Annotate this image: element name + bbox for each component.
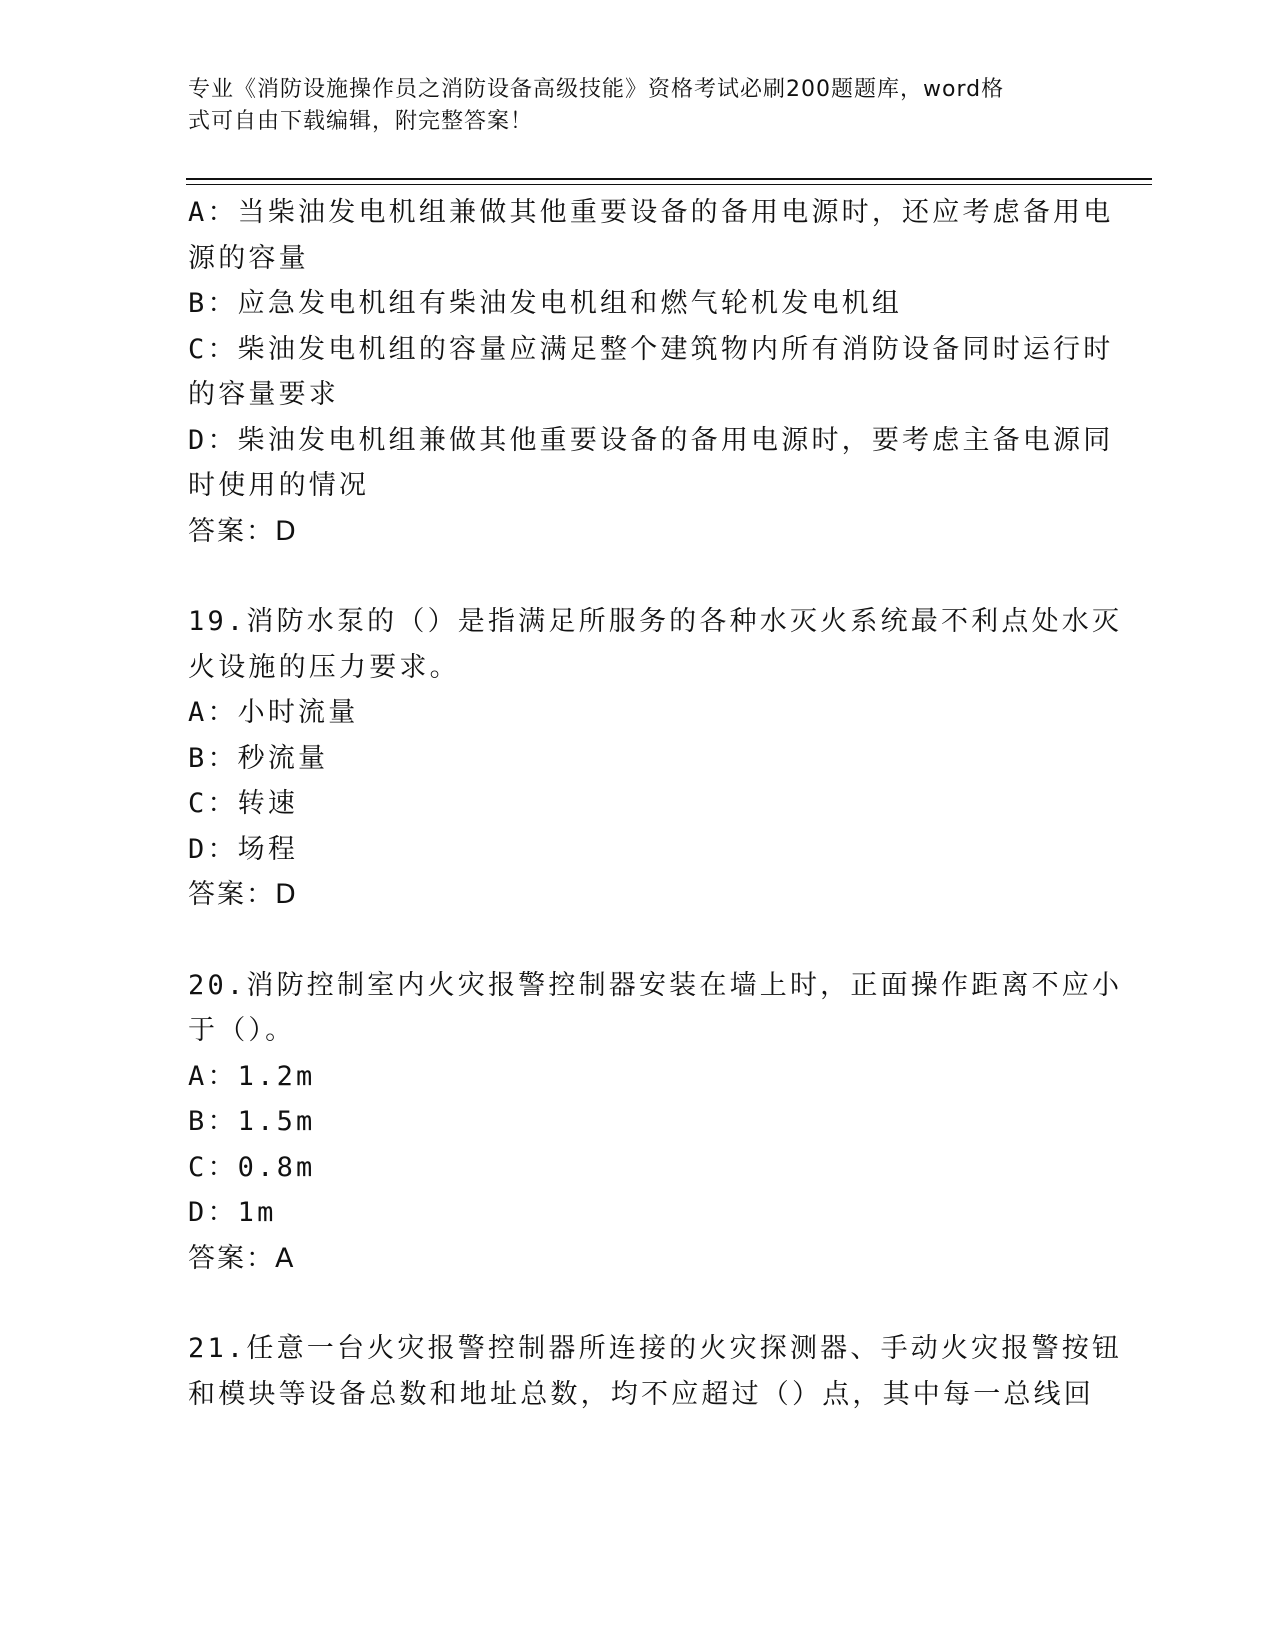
question-stem-line-2: 和模块等设备总数和地址总数，均不应超过（）点，其中每一总线回 <box>188 1378 1094 1410</box>
spacer <box>188 918 1068 963</box>
spacer <box>188 1281 1068 1326</box>
option-c: C：0.8m <box>188 1151 316 1183</box>
header-divider-thin <box>186 184 1152 185</box>
spacer <box>188 554 1068 599</box>
question-stem-line-1: 21.任意一台火灾报警控制器所连接的火灾探测器、手动火灾报警按钮 <box>188 1333 1123 1364</box>
option-c-line-1: C：柴油发电机组的容量应满足整个建筑物内所有消防设备同时运行时 <box>188 333 1114 365</box>
option-a: A：1.2m <box>188 1060 316 1092</box>
answer-label: 答案：D <box>188 879 298 910</box>
option-a-line-2: 源的容量 <box>188 242 309 274</box>
question-18 <box>188 190 1114 554</box>
question-stem-line-2: 火设施的压力要求。 <box>188 651 460 683</box>
option-d: D：场程 <box>188 833 299 865</box>
question-21 <box>188 1326 1123 1417</box>
question-stem-line-2: 于（）。 <box>188 1015 296 1046</box>
option-b: B：秒流量 <box>188 742 329 774</box>
document-header <box>188 74 1088 138</box>
question-19 <box>188 599 1123 918</box>
option-b: B：1.5m <box>188 1106 316 1137</box>
option-d: D：1m <box>188 1197 277 1228</box>
question-stem-line-1: 19.消防水泵的（）是指满足所服务的各种水灭火系统最不利点处水灭 <box>188 606 1123 637</box>
option-a-line-1: A：当柴油发电机组兼做其他重要设备的备用电源时，还应考虑备用电 <box>188 197 1114 228</box>
question-stem-line-1: 20.消防控制室内火灾报警控制器安装在墙上时，正面操作距离不应小 <box>188 969 1123 1001</box>
option-c: C：转速 <box>188 788 299 819</box>
option-d-line-1: D：柴油发电机组兼做其他重要设备的备用电源时，要考虑主备电源同 <box>188 424 1114 456</box>
question-content <box>188 190 1123 1417</box>
header-divider-thick <box>186 178 1152 180</box>
answer-label: 答案：A <box>188 1242 296 1274</box>
option-a: A：小时流量 <box>188 697 359 728</box>
question-20 <box>188 963 1123 1282</box>
answer-label: 答案：D <box>188 515 298 547</box>
header-line-1: 专业《消防设施操作员之消防设备高级技能》资格考试必刷200题题库，word格 <box>188 77 1005 102</box>
header-line-2: 式可自由下载编辑，附完整答案！ <box>188 109 534 134</box>
option-d-line-2: 时使用的情况 <box>188 470 370 501</box>
option-b: B：应急发电机组有柴油发电机组和燃气轮机发电机组 <box>188 288 903 319</box>
option-c-line-2: 的容量要求 <box>188 379 339 410</box>
